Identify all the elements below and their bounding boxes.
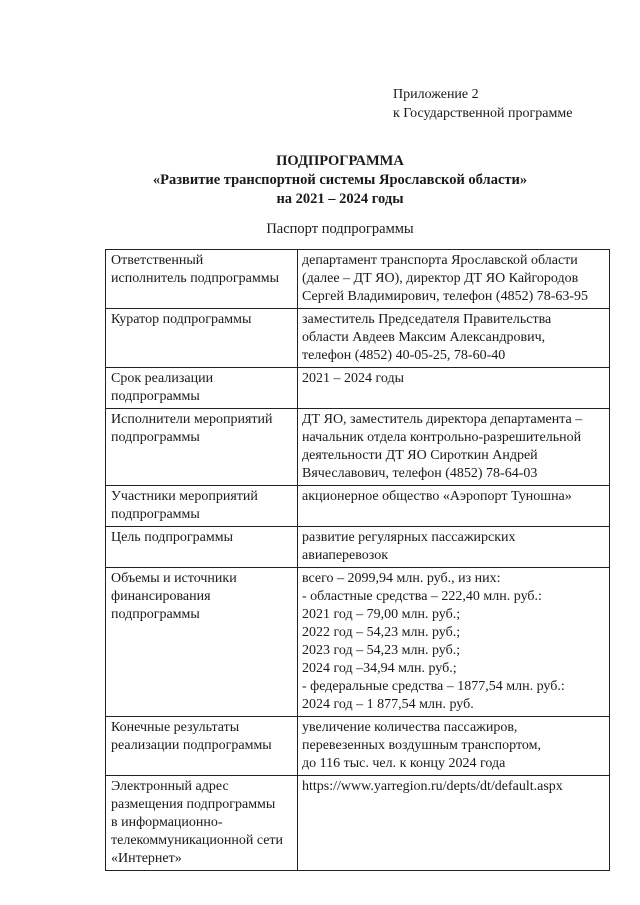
appendix-line: Приложение 2 [393, 87, 479, 102]
row-value-cell [298, 409, 610, 486]
row-value-line: ДТ ЯО, заместитель директора департамента – [302, 412, 583, 427]
row-label-line: Участники мероприятий [111, 489, 258, 504]
row-value-line: 2024 год –34,94 млн. руб.; [302, 661, 457, 676]
row-label-cell [106, 717, 298, 776]
row-value-line: 2024 год – 1 877,54 млн. руб. [302, 697, 474, 712]
row-value-cell [298, 309, 610, 368]
row-value-cell [298, 486, 610, 527]
row-value-line: заместитель Председателя Правительства [302, 312, 552, 327]
row-label-line: размещения подпрограммы [111, 797, 276, 812]
row-value-line: департамент транспорта Ярославской области [302, 253, 578, 268]
row-label-cell [106, 250, 298, 309]
title-line: ПОДПРОГРАММА [276, 153, 404, 169]
row-value-line: 2023 год – 54,23 млн. руб.; [302, 643, 461, 658]
row-label-line: Цель подпрограммы [111, 530, 233, 545]
row-value-line: 2022 год – 54,23 млн. руб.; [302, 625, 461, 640]
row-value-line: авиаперевозок [302, 548, 389, 563]
row-value-line: всего – 2099,94 млн. руб., из них: [302, 571, 501, 586]
row-value-line: - федеральные средства – 1877,54 млн. руб.: [302, 679, 565, 694]
row-value-line: деятельности ДТ ЯО Сироткин Андрей [302, 448, 538, 463]
row-value-cell [298, 368, 610, 409]
row-value-line: - областные средства – 222,40 млн. руб.: [302, 589, 542, 604]
row-label-line: подпрограммы [111, 607, 200, 622]
table-row [106, 527, 610, 568]
row-value-cell [298, 776, 610, 871]
row-label-cell [106, 368, 298, 409]
table-row [106, 486, 610, 527]
row-label-line: Исполнители мероприятий [111, 412, 273, 427]
row-value-line: начальник отдела контрольно-разрешительной [302, 430, 582, 445]
row-label-line: Электронный адрес [111, 779, 229, 794]
document-title [60, 152, 620, 209]
passport-table-body [106, 250, 610, 871]
row-label-cell [106, 486, 298, 527]
table-row [106, 250, 610, 309]
row-label-line: исполнитель подпрограммы [111, 271, 279, 286]
row-label-line: Конечные результаты [111, 720, 240, 735]
row-value-line: https://www.yarregion.ru/depts/dt/default.aspx [302, 779, 563, 794]
row-label-line: телекоммуникационной сети [111, 833, 284, 848]
row-value-line: области Авдеев Максим Александрович, [302, 330, 546, 345]
row-value-cell [298, 568, 610, 717]
appendix-caption [393, 85, 572, 123]
row-value-cell [298, 717, 610, 776]
row-label-line: «Интернет» [111, 851, 182, 866]
row-value-cell [298, 527, 610, 568]
table-row [106, 368, 610, 409]
row-label-cell [106, 527, 298, 568]
row-label-line: Срок реализации [111, 371, 214, 386]
row-label-line: Ответственный [111, 253, 204, 268]
row-value-line: увеличение количества пассажиров, [302, 720, 518, 735]
row-label-line: в информационно- [111, 815, 223, 830]
row-value-line: Сергей Владимирович, телефон (4852) 78-63-95 [302, 289, 589, 304]
title-line: на 2021 – 2024 годы [276, 191, 404, 207]
row-value-line: перевезенных воздушным транспортом, [302, 738, 541, 753]
table-row [106, 409, 610, 486]
row-value-line: телефон (4852) 40-05-25, 78-60-40 [302, 348, 506, 363]
table-row [106, 309, 610, 368]
row-label-line: подпрограммы [111, 507, 200, 522]
row-value-line: 2021 год – 79,00 млн. руб.; [302, 607, 461, 622]
row-label-line: реализации подпрограммы [111, 738, 272, 753]
row-label-cell [106, 568, 298, 717]
title-line: «Развитие транспортной системы Ярославской области» [152, 172, 528, 188]
table-row [106, 717, 610, 776]
row-label-cell [106, 309, 298, 368]
row-value-line: 2021 – 2024 годы [302, 371, 405, 386]
passport-table [105, 249, 610, 871]
row-label-cell [106, 776, 298, 871]
appendix-line: к Государственной программе [393, 106, 573, 121]
row-label-line: финансирования [111, 589, 211, 604]
table-row [106, 776, 610, 871]
row-label-line: Объемы и источники [111, 571, 237, 586]
row-label-line: подпрограммы [111, 430, 200, 445]
row-value-line: (далее – ДТ ЯО), директор ДТ ЯО Кайгородов [302, 271, 579, 286]
row-value-line: до 116 тыс. чел. к концу 2024 года [302, 756, 506, 771]
row-value-line: акционерное общество «Аэропорт Туношна» [302, 489, 572, 504]
row-label-line: Куратор подпрограммы [111, 312, 252, 327]
row-value-line: развитие регулярных пассажирских [302, 530, 516, 545]
row-label-cell [106, 409, 298, 486]
row-label-line: подпрограммы [111, 389, 200, 404]
passport-heading: Паспорт подпрограммы [266, 221, 414, 237]
row-value-cell [298, 250, 610, 309]
row-value-line: Вячеславович, телефон (4852) 78-64-03 [302, 466, 538, 481]
table-row [106, 568, 610, 717]
